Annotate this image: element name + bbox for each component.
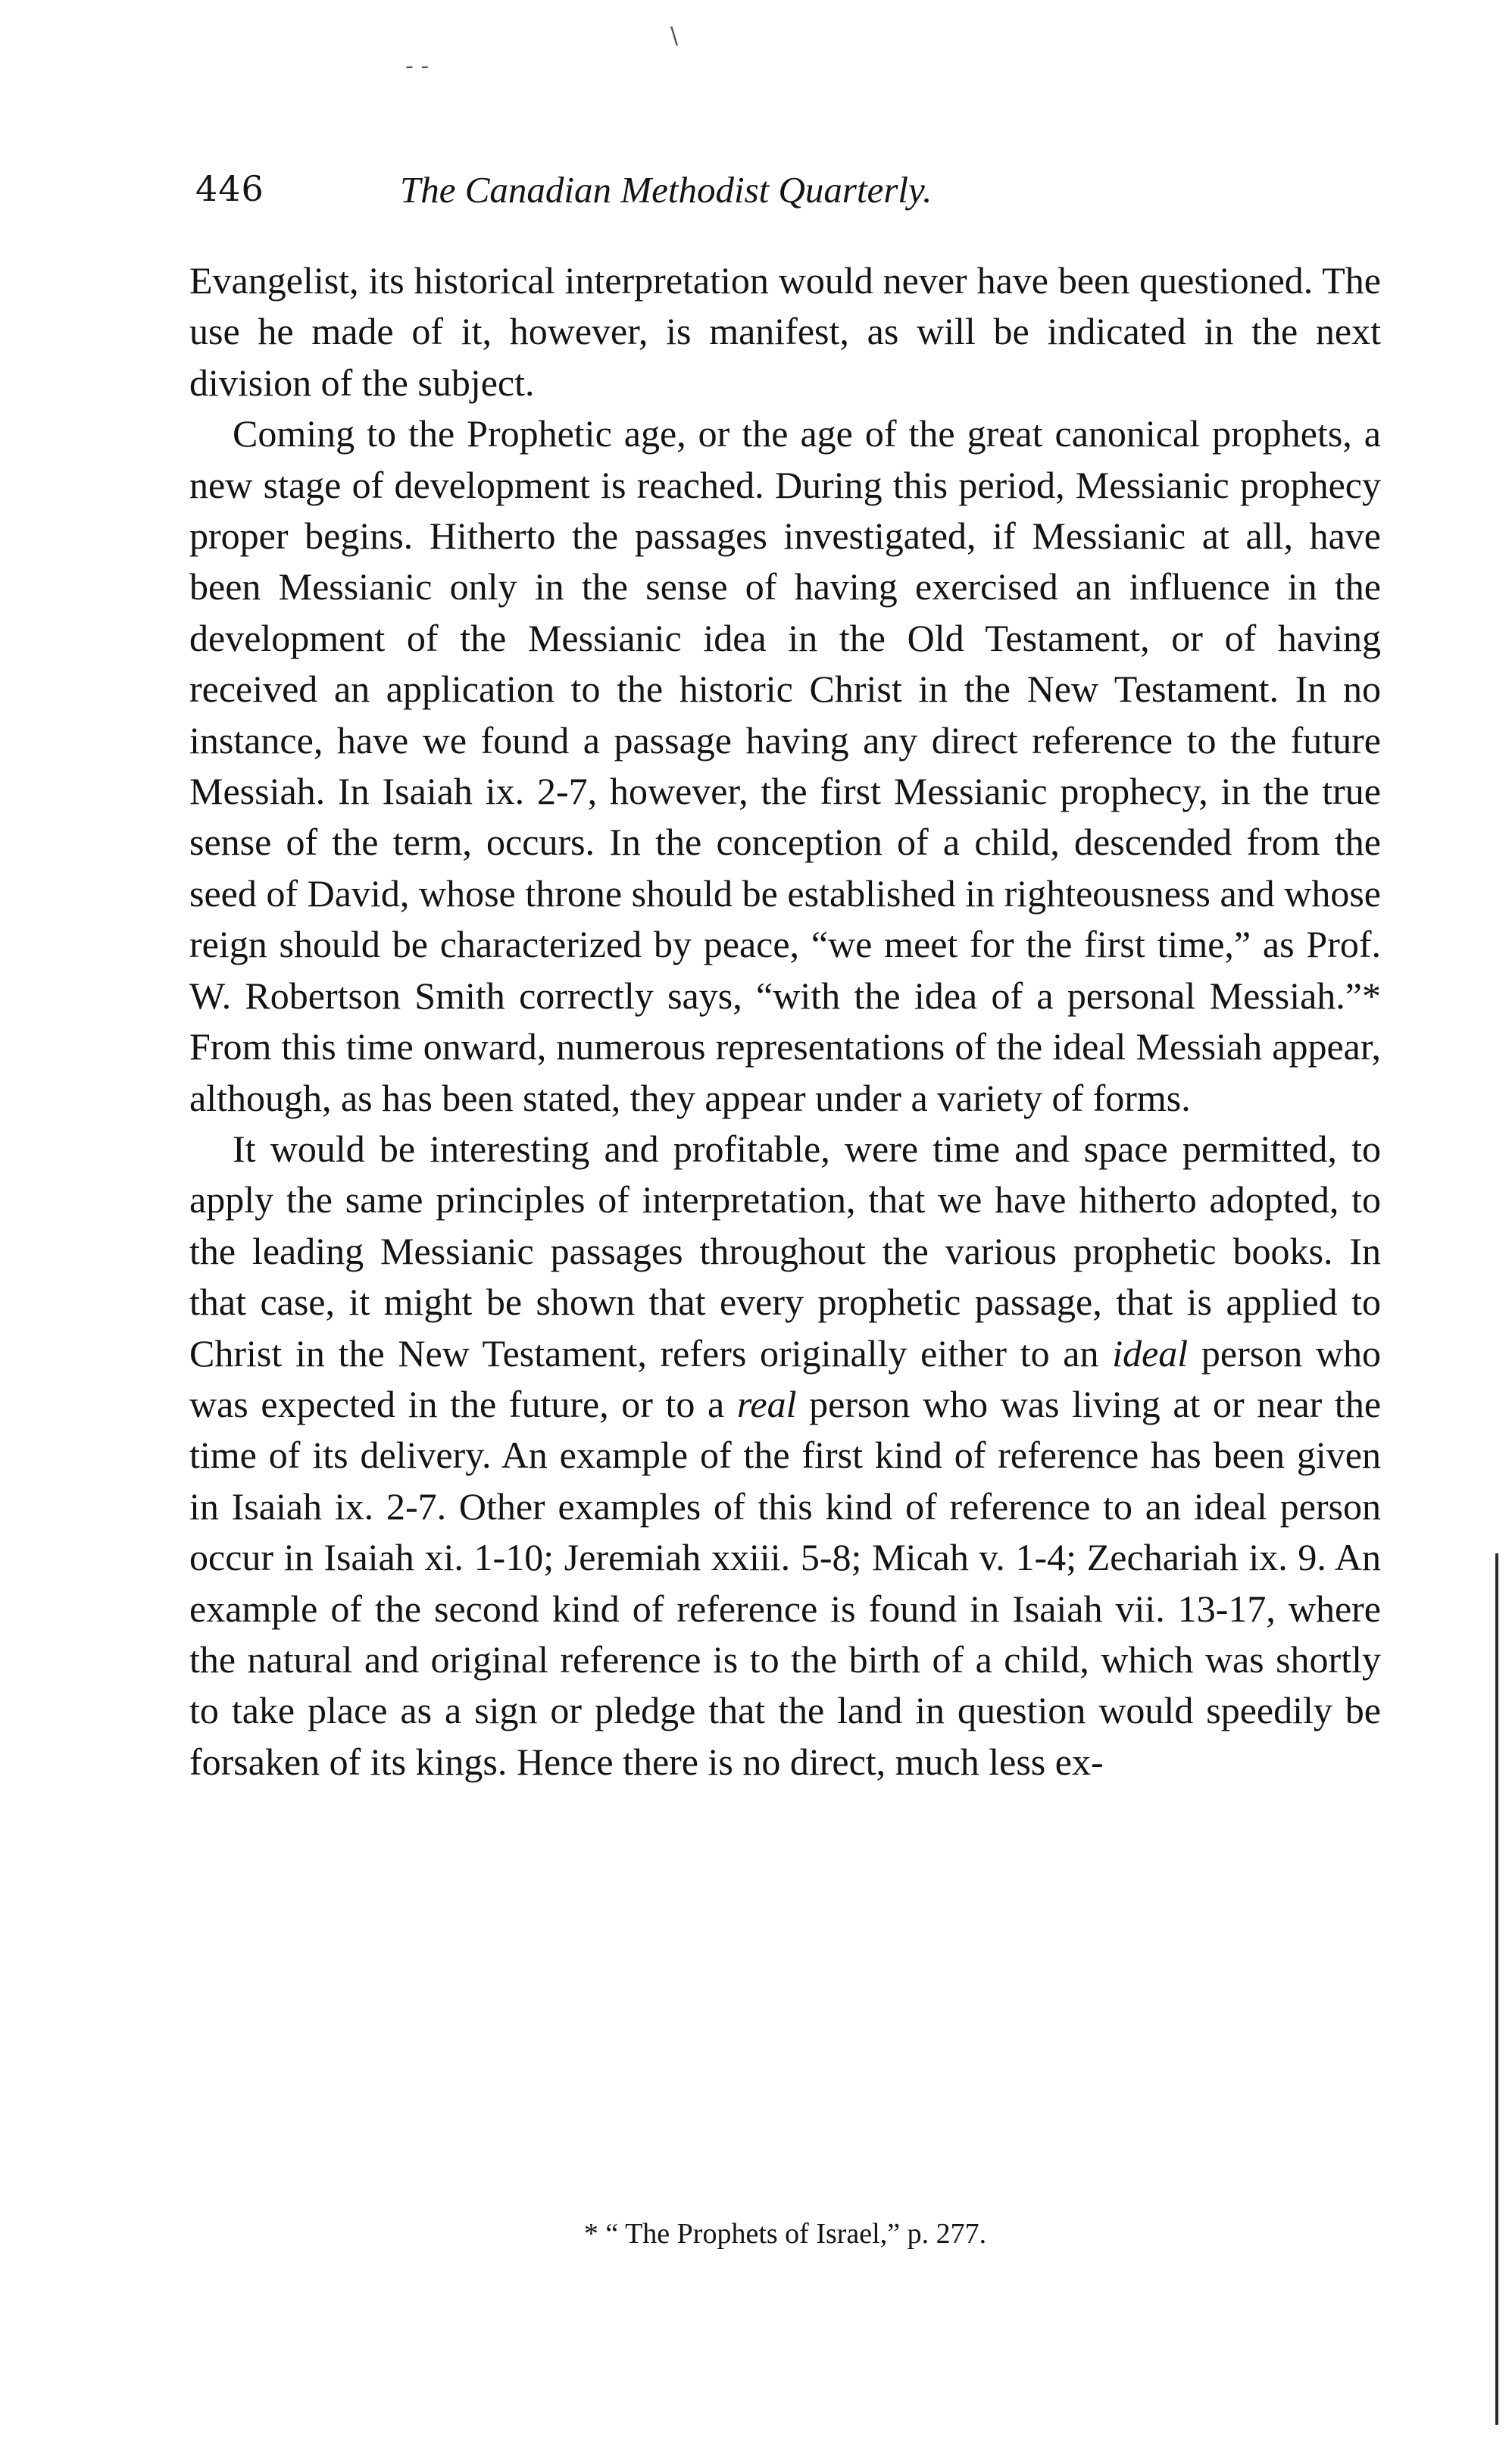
scan-specks: - - \: [405, 23, 679, 80]
emphasis-real: real: [736, 1382, 797, 1425]
emphasis-ideal: ideal: [1112, 1331, 1189, 1375]
paragraph-text-part: It would be interesting and profitable, were time and space permitted, to apply the same principles of interpretation, that we have hitherto adopted, to the leading Messianic passages throughout the various prophetic books. In that case, it might be shown that every prophetic passage, that is applied to Christ in the New Testament, refers originally either to an: [189, 1127, 1381, 1375]
paragraph-prophetic-age: Coming to the Prophetic age, or the age of the great canonical prophets, a new stage of development is reached. During this period, Messianic prophecy proper begins. Hitherto the passages investigated, if Messianic at all, have been Messianic only in the sense of having exercised an influence in the development of the Messianic idea in the Old Testament, or of having received an application to the historic Christ in the New Testament. In no instance, have we found a passage having any direct reference to the future Messiah. In Isaiah ix. 2-7, however, the first Messianic prophecy, in the true sense of the term, occurs. In the conception of a child, descended from the seed of David, whose throne should be established in righteousness and whose reign should be characterized by peace, “we meet for the first time,” as Prof. W. Robertson Smith correctly says, “with the idea of a personal Messiah.”* From this time onward, numerous representations of the ideal Messiah appear, although, as has been stated, they appear under a variety of forms.: [189, 412, 1381, 1119]
running-title: The Canadian Methodist Quarterly.: [400, 169, 933, 211]
paragraph-text-part: person who was living at or near the time of its delivery. An example of the first kind of reference has been given in Isaiah ix. 2-7. Other examples of this kind of reference to an ideal person occur in Isaiah xi. 1-10; Jeremiah xxiii. 5-8; Micah v. 1-4; Zechariah ix. 9. An example of the second kind of reference is found in Isaiah vii. 13-17, where the natural and original reference is to the birth of a child, which was shortly to take place as a sign or pledge that the land in question would speedily be forsaken of its kings. Hence there is no direct, much less ex-: [189, 1382, 1382, 1783]
page-header: [195, 168, 1377, 229]
paragraph-continued: Evangelist, its historical interpretation would never have been questioned. The use he made of it, however, is manifest, as will be indicated in the next division of the subject.: [189, 259, 1381, 404]
paragraph-text-part: person who was expected in the future, or to a: [189, 1331, 1382, 1425]
body-text: [189, 255, 1381, 1788]
paragraph-interpretation: [189, 1124, 1381, 1788]
page-number: 446: [195, 168, 264, 209]
footnote: * “ The Prophets of Israel,” p. 277.: [583, 2218, 987, 2250]
scan-edge-shadow: [1495, 1553, 1498, 2425]
